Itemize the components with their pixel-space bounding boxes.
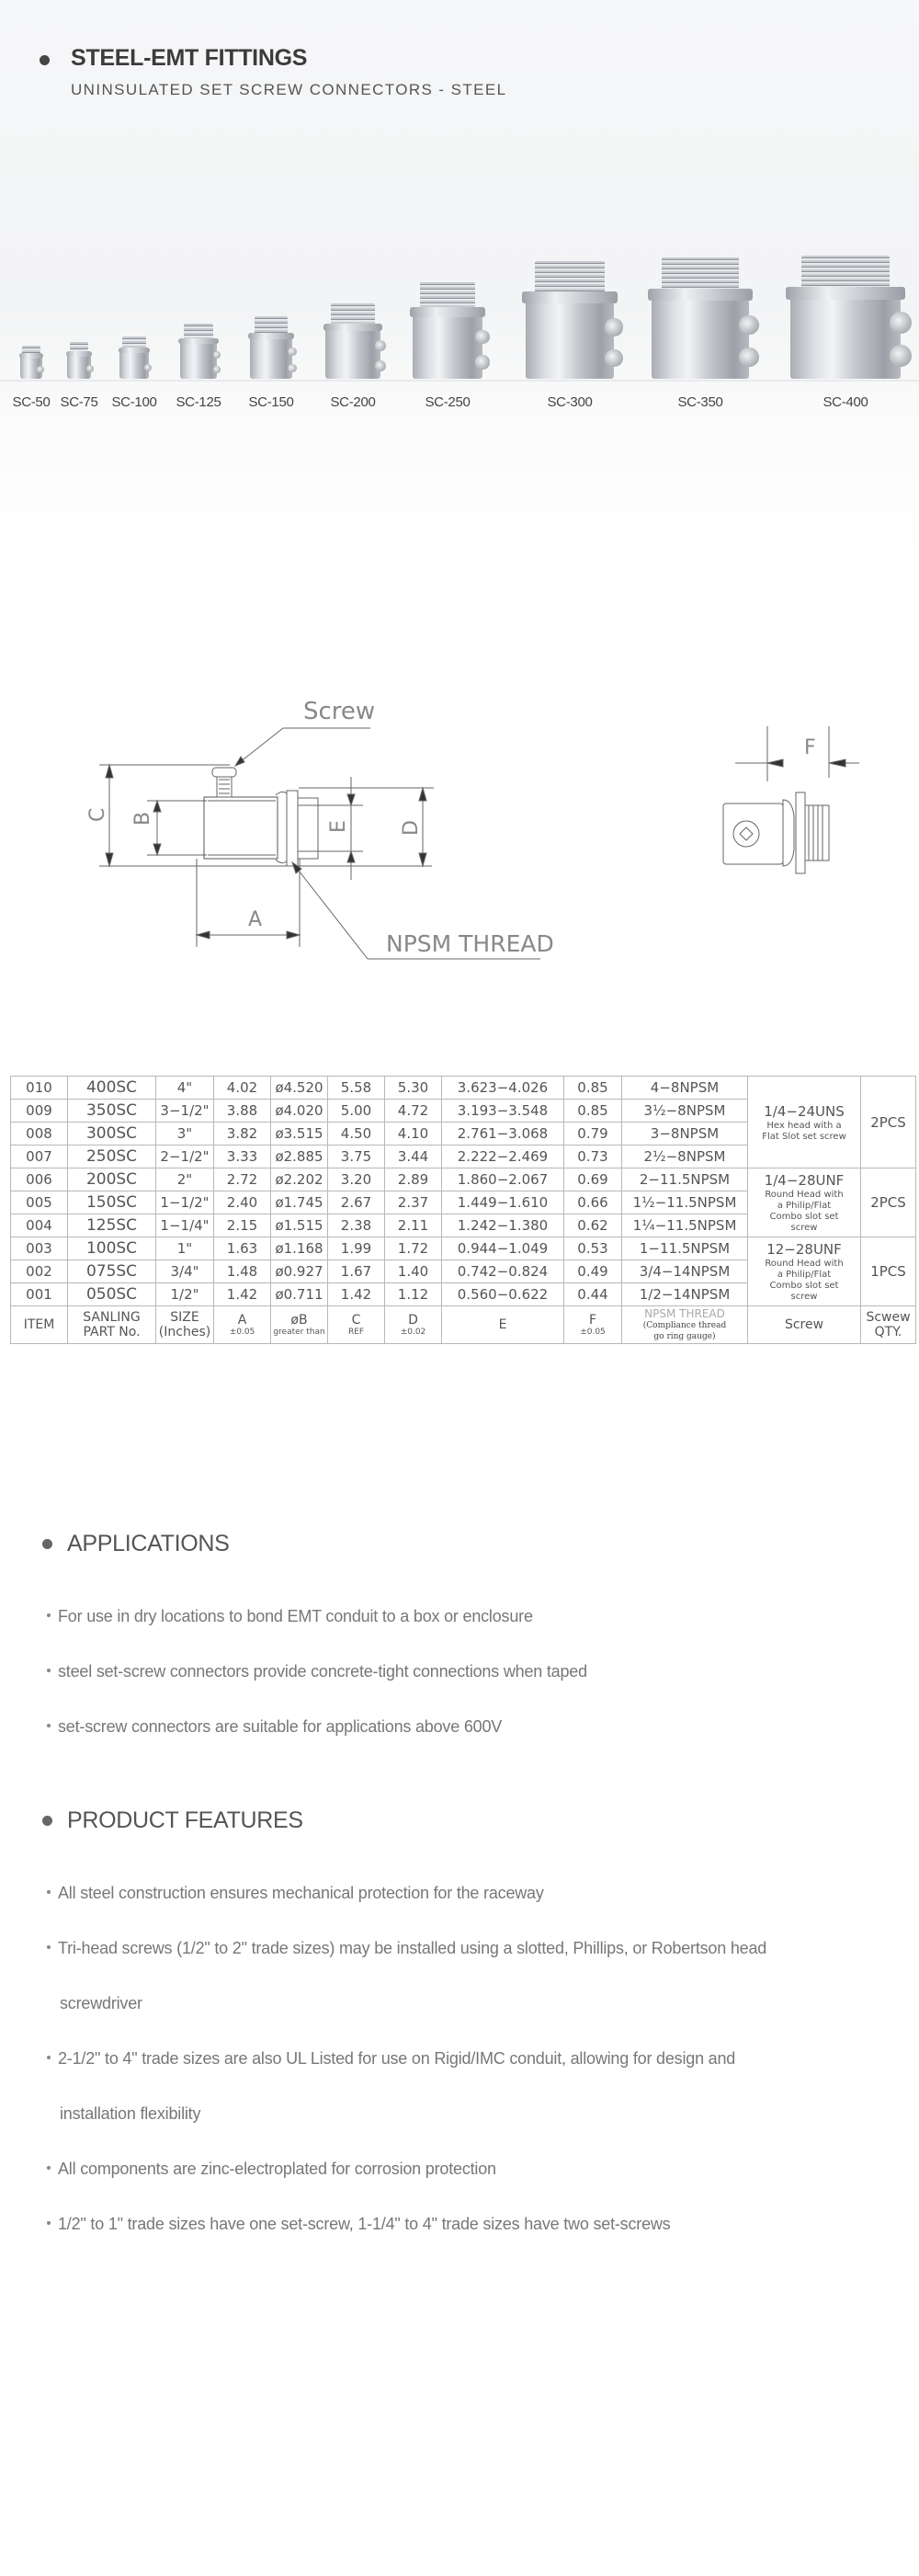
product-lineup (0, 257, 919, 423)
cell-e: 0.944−1.049 (442, 1237, 564, 1260)
hero-banner (0, 0, 919, 561)
cell-thread: 2½−8NPSM (622, 1146, 748, 1168)
connector-collar (19, 353, 43, 359)
product-label: SC-75 (60, 394, 98, 410)
col-header-d: D ±0.02 (385, 1306, 442, 1344)
connector-thread (22, 346, 40, 353)
cell-c: 2.38 (328, 1214, 385, 1237)
set-screw-icon (288, 348, 296, 356)
cell-c: 3.75 (328, 1146, 385, 1168)
dim-a-label: A (248, 908, 263, 931)
cell-b: ø1.745 (271, 1191, 328, 1214)
dim-f-label: F (804, 736, 816, 759)
cell-d: 3.44 (385, 1146, 442, 1168)
cell-thread: 3½−8NPSM (622, 1100, 748, 1123)
product-label: SC-50 (12, 394, 51, 410)
connector-collar (323, 324, 383, 331)
screw-label: Screw (303, 698, 376, 725)
product-sc-150 (250, 316, 292, 379)
product-shelf-line (0, 380, 919, 382)
col-header-item: ITEM (11, 1306, 68, 1344)
cell-b: ø3.515 (271, 1123, 328, 1146)
feature-item-continuation: screwdriver (60, 1994, 142, 2012)
connector-thread (801, 256, 890, 287)
cell-f: 0.73 (564, 1146, 622, 1168)
cell-size: 3−1/2" (156, 1100, 214, 1123)
connector-collar (119, 348, 151, 353)
thread-label: NPSM THREAD (386, 930, 554, 957)
connector-thread (122, 336, 146, 348)
cell-e: 1.860−2.067 (442, 1168, 564, 1191)
cell-part: 400SC (68, 1077, 156, 1100)
cell-thread: 1/2−14NPSM (622, 1283, 748, 1306)
cell-c: 5.58 (328, 1077, 385, 1100)
cell-d: 4.72 (385, 1100, 442, 1123)
product-label: SC-350 (677, 394, 723, 410)
cell-b: ø4.520 (271, 1077, 328, 1100)
set-screw-icon (375, 340, 386, 351)
cell-part: 100SC (68, 1237, 156, 1260)
set-screw-icon (605, 349, 622, 367)
col-header-c: C REF (328, 1306, 385, 1344)
bullet-icon (47, 1945, 51, 1949)
cell-e: 3.623−4.026 (442, 1077, 564, 1100)
cell-b: ø0.711 (271, 1283, 328, 1306)
cell-e: 3.193−3.548 (442, 1100, 564, 1123)
cell-thread: 2−11.5NPSM (622, 1168, 748, 1191)
feature-item: All components are zinc-electroplated for corrosion protection (47, 2160, 496, 2179)
col-header-qty: Scwew QTY. (861, 1306, 916, 1344)
cell-a: 3.82 (214, 1123, 271, 1146)
cell-thread: 1−11.5NPSM (622, 1237, 748, 1260)
cell-d: 1.12 (385, 1283, 442, 1306)
cell-d: 2.37 (385, 1191, 442, 1214)
cell-size: 1−1/4" (156, 1214, 214, 1237)
page-subtitle: UNINSULATED SET SCREW CONNECTORS - STEEL (71, 81, 507, 98)
feature-item: Tri-head screws (1/2" to 2" trade sizes) may be installed using a slotted, Phillips, or Robertson head (47, 1939, 766, 1958)
cell-screw-spec: 1/4−24UNS Hex head with a Flat Slot set screw (748, 1077, 861, 1168)
cell-e: 2.222−2.469 (442, 1146, 564, 1168)
connector-collar (522, 291, 618, 303)
table-row (11, 1077, 916, 1100)
table-header-row (11, 1306, 916, 1344)
connector-body (250, 337, 292, 379)
cell-size: 1/2" (156, 1283, 214, 1306)
cell-b: ø1.515 (271, 1214, 328, 1237)
cell-item: 001 (11, 1283, 68, 1306)
col-header-part: SANLING PART No. (68, 1306, 156, 1344)
dim-e-label: E (327, 820, 350, 833)
cell-item: 006 (11, 1168, 68, 1191)
screw-arrow-icon (235, 757, 244, 766)
cell-e: 1.242−1.380 (442, 1214, 564, 1237)
cell-size: 4" (156, 1077, 214, 1100)
cell-d: 1.40 (385, 1260, 442, 1283)
connector-thread (255, 316, 289, 333)
feature-item: 2-1/2" to 4" trade sizes are also UL Listed for use on Rigid/IMC conduit, allowing for design and (47, 2049, 735, 2069)
connector-thread (331, 303, 375, 324)
cell-c: 1.99 (328, 1237, 385, 1260)
cell-b: ø4.020 (271, 1100, 328, 1123)
product-sc-100 (119, 336, 149, 379)
cell-a: 2.40 (214, 1191, 271, 1214)
connector-body (652, 299, 749, 379)
set-screw-icon (739, 315, 758, 335)
col-header-screw: Screw (748, 1306, 861, 1344)
title-bullet-icon (40, 55, 50, 65)
bullet-icon (47, 2221, 51, 2225)
cell-item: 009 (11, 1100, 68, 1123)
connector-collar (648, 289, 753, 301)
cell-d: 2.11 (385, 1214, 442, 1237)
table-row (11, 1168, 916, 1191)
dim-b-label: B (131, 811, 154, 826)
connector-thread (662, 257, 740, 289)
product-sc-400 (790, 256, 901, 379)
connector-collar (786, 287, 905, 299)
cell-f: 0.69 (564, 1168, 622, 1191)
product-label: SC-400 (823, 394, 868, 410)
product-label: SC-250 (425, 394, 471, 410)
feature-item: All steel construction ensures mechanical protection for the raceway (47, 1884, 544, 1903)
cell-f: 0.66 (564, 1191, 622, 1214)
product-label: SC-300 (547, 394, 593, 410)
set-screw-icon (144, 364, 152, 371)
set-screw-icon (475, 355, 489, 369)
cell-part: 200SC (68, 1168, 156, 1191)
product-sc-200 (325, 303, 380, 379)
cell-c: 5.00 (328, 1100, 385, 1123)
set-screw-icon (890, 312, 912, 334)
bullet-icon (47, 1669, 51, 1672)
cell-d: 2.89 (385, 1168, 442, 1191)
cell-c: 1.67 (328, 1260, 385, 1283)
cell-d: 5.30 (385, 1077, 442, 1100)
cell-a: 2.15 (214, 1214, 271, 1237)
cell-item: 004 (11, 1214, 68, 1237)
cell-size: 2−1/2" (156, 1146, 214, 1168)
set-screw-icon (288, 364, 296, 372)
cell-size: 2" (156, 1168, 214, 1191)
connector-body (180, 342, 217, 379)
cell-size: 1" (156, 1237, 214, 1260)
cell-screw-qty: 1PCS (861, 1237, 916, 1306)
cell-screw-spec: 12−28UNF Round Head with a Philip/Flat Combo slot set screw (748, 1237, 861, 1306)
phillips-screw-icon (733, 821, 759, 847)
product-sc-250 (413, 282, 482, 379)
cell-a: 1.63 (214, 1237, 271, 1260)
cell-size: 3/4" (156, 1260, 214, 1283)
spec-table (10, 1076, 916, 1344)
page-title: STEEL-EMT FITTINGS (71, 45, 308, 71)
cell-b: ø2.885 (271, 1146, 328, 1168)
set-screw-icon (37, 366, 44, 373)
cell-screw-qty: 2PCS (861, 1077, 916, 1168)
connector-collar (178, 338, 218, 344)
bullet-icon (47, 1890, 51, 1894)
cell-e: 1.449−1.610 (442, 1191, 564, 1214)
connector-collar (248, 333, 294, 339)
cell-size: 1−1/2" (156, 1191, 214, 1214)
cell-thread: 1½−11.5NPSM (622, 1191, 748, 1214)
product-label: SC-125 (176, 394, 221, 410)
features-heading: PRODUCT FEATURES (42, 1807, 303, 1834)
applications-heading: APPLICATIONS (42, 1531, 230, 1557)
cell-f: 0.79 (564, 1123, 622, 1146)
product-sc-300 (526, 261, 614, 379)
product-label: SC-100 (111, 394, 157, 410)
cell-part: 075SC (68, 1260, 156, 1283)
connector-thread (70, 342, 89, 351)
set-screw-icon (213, 351, 221, 359)
cell-part: 250SC (68, 1146, 156, 1168)
cell-f: 0.85 (564, 1077, 622, 1100)
cell-d: 1.72 (385, 1237, 442, 1260)
set-screw-icon (475, 330, 489, 344)
cell-b: ø2.202 (271, 1168, 328, 1191)
application-item: set-screw connectors are suitable for applications above 600V (47, 1717, 502, 1737)
cell-f: 0.44 (564, 1283, 622, 1306)
cell-thread: 4−8NPSM (622, 1077, 748, 1100)
col-header-f: F ±0.05 (564, 1306, 622, 1344)
cell-part: 050SC (68, 1283, 156, 1306)
cell-a: 3.33 (214, 1146, 271, 1168)
connector-collar (66, 351, 92, 357)
product-sc-350 (652, 257, 749, 379)
col-header-a: A ±0.05 (214, 1306, 271, 1344)
cell-a: 2.72 (214, 1168, 271, 1191)
cell-item: 002 (11, 1260, 68, 1283)
set-screw-icon (605, 318, 622, 336)
cell-part: 150SC (68, 1191, 156, 1214)
cell-thread: 3−8NPSM (622, 1123, 748, 1146)
cell-f: 0.53 (564, 1237, 622, 1260)
cell-item: 007 (11, 1146, 68, 1168)
connector-thread (420, 282, 476, 307)
product-label: SC-150 (248, 394, 294, 410)
cell-c: 1.42 (328, 1283, 385, 1306)
connector-body (413, 315, 482, 379)
table-row (11, 1237, 916, 1260)
connector-body (526, 302, 614, 379)
cell-a: 1.42 (214, 1283, 271, 1306)
application-item: steel set-screw connectors provide concrete-tight connections when taped (47, 1662, 587, 1681)
set-screw-icon (739, 348, 758, 367)
cell-c: 4.50 (328, 1123, 385, 1146)
section-bullet-icon (42, 1539, 52, 1549)
product-sc-50 (20, 346, 42, 379)
connector-thread (535, 261, 606, 291)
product-sc-125 (180, 324, 217, 379)
feature-item-continuation: installation flexibility (60, 2104, 201, 2123)
col-header-thread: NPSM THREAD (Compliance thread go ring gauge) (622, 1306, 748, 1344)
dim-d-label: D (400, 820, 423, 836)
cell-c: 2.67 (328, 1191, 385, 1214)
connector-collar (410, 307, 485, 317)
cell-item: 005 (11, 1191, 68, 1214)
cell-item: 003 (11, 1237, 68, 1260)
connector-body (790, 298, 901, 379)
connector-thread (184, 324, 213, 338)
cell-e: 0.560−0.622 (442, 1283, 564, 1306)
cell-d: 4.10 (385, 1123, 442, 1146)
technical-drawing (0, 680, 919, 975)
cell-c: 3.20 (328, 1168, 385, 1191)
product-sc-75 (67, 342, 91, 379)
cell-b: ø1.168 (271, 1237, 328, 1260)
bullet-icon (47, 2166, 51, 2170)
bullet-icon (47, 1613, 51, 1617)
set-screw-icon (86, 365, 94, 372)
cell-b: ø0.927 (271, 1260, 328, 1283)
product-label: SC-200 (330, 394, 376, 410)
cell-screw-spec: 1/4−28UNF Round Head with a Philip/Flat Combo slot set screw (748, 1168, 861, 1237)
set-screw-icon (213, 366, 221, 373)
col-header-b: øB greater than (271, 1306, 328, 1344)
section-bullet-icon (42, 1816, 52, 1826)
cell-size: 3" (156, 1123, 214, 1146)
cell-e: 0.742−0.824 (442, 1260, 564, 1283)
set-screw-icon (890, 345, 912, 367)
cell-a: 3.88 (214, 1100, 271, 1123)
bullet-icon (47, 1724, 51, 1727)
col-header-size: SIZE (Inches) (156, 1306, 214, 1344)
cell-part: 350SC (68, 1100, 156, 1123)
application-item: For use in dry locations to bond EMT conduit to a box or enclosure (47, 1607, 533, 1626)
cell-thread: 3/4−14NPSM (622, 1260, 748, 1283)
col-header-e: E (442, 1306, 564, 1344)
cell-a: 4.02 (214, 1077, 271, 1100)
side-view-drawing (723, 726, 859, 873)
bullet-icon (47, 2056, 51, 2059)
cell-f: 0.49 (564, 1260, 622, 1283)
cell-screw-qty: 2PCS (861, 1168, 916, 1237)
cell-item: 010 (11, 1077, 68, 1100)
cell-f: 0.85 (564, 1100, 622, 1123)
cell-e: 2.761−3.068 (442, 1123, 564, 1146)
set-screw-icon (375, 360, 386, 371)
cell-f: 0.62 (564, 1214, 622, 1237)
cell-item: 008 (11, 1123, 68, 1146)
connector-body (325, 329, 380, 379)
cell-part: 125SC (68, 1214, 156, 1237)
cell-part: 300SC (68, 1123, 156, 1146)
dim-c-label: C (86, 807, 109, 822)
cell-a: 1.48 (214, 1260, 271, 1283)
feature-item: 1/2" to 1" trade sizes have one set-screw, 1-1/4" to 4" trade sizes have two set-screws (47, 2215, 670, 2234)
cell-thread: 1¼−11.5NPSM (622, 1214, 748, 1237)
